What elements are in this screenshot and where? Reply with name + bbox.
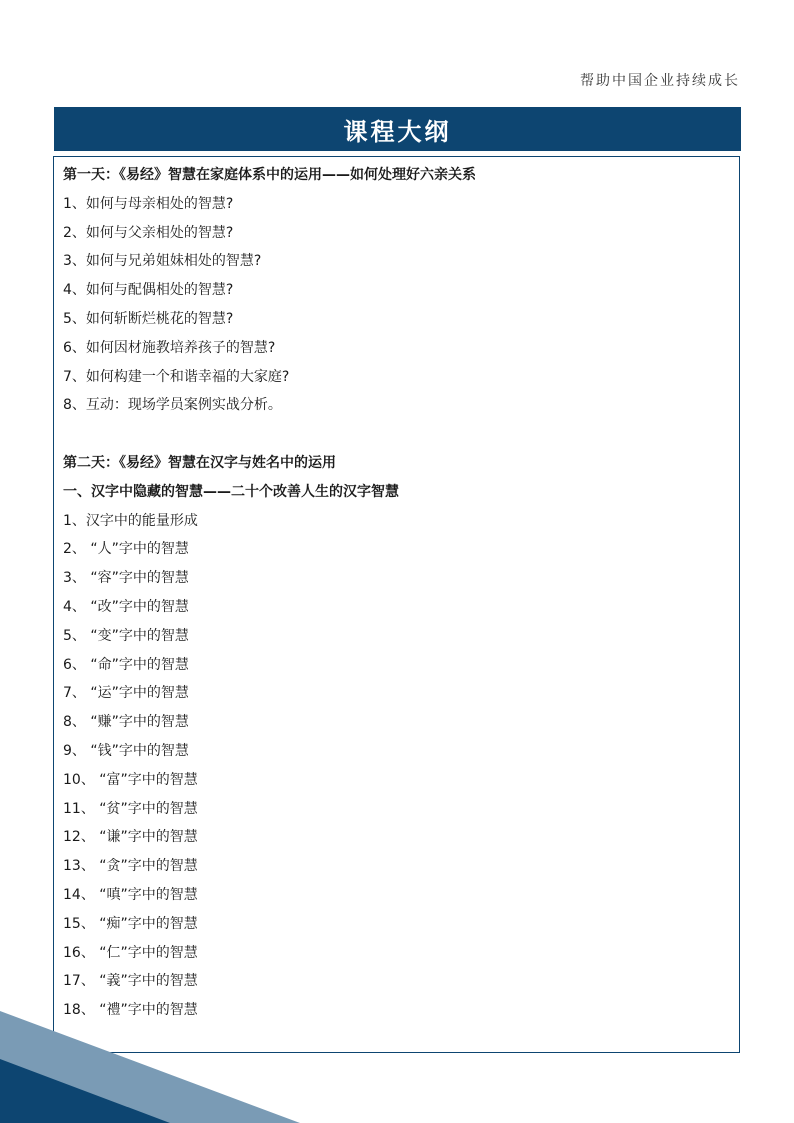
list-item: 2、 “人”字中的智慧 [63, 541, 189, 558]
header-tagline: 帮助中国企业持续成长 [580, 73, 740, 89]
day1-list [63, 190, 739, 420]
list-item: 3、 “容”字中的智慧 [63, 570, 189, 587]
day2-section-title: 一、汉字中隐藏的智慧——二十个改善人生的汉字智慧 [63, 483, 399, 500]
day2-list [63, 507, 739, 1025]
list-item: 3、如何与兄弟姐妹相处的智慧? [63, 253, 262, 270]
list-item: 6、如何因材施教培养孩子的智慧? [63, 339, 276, 356]
list-item: 18、 “禮”字中的智慧 [63, 1002, 198, 1019]
list-item: 9、 “钱”字中的智慧 [63, 742, 189, 759]
list-item: 14、 “嗔”字中的智慧 [63, 886, 198, 903]
list-item: 7、 “运”字中的智慧 [63, 685, 189, 702]
list-item: 6、 “命”字中的智慧 [63, 656, 189, 673]
course-outline-box [53, 156, 740, 1053]
list-item: 13、 “贪”字中的智慧 [63, 858, 198, 875]
list-item: 1、如何与母亲相处的智慧? [63, 195, 234, 212]
list-item: 4、 “改”字中的智慧 [63, 598, 189, 615]
list-item: 8、 “赚”字中的智慧 [63, 714, 189, 731]
title-banner [54, 107, 741, 151]
list-item: 15、 “痴”字中的智慧 [63, 915, 198, 932]
list-item: 10、 “富”字中的智慧 [63, 771, 198, 788]
list-item: 12、 “谦”字中的智慧 [63, 829, 198, 846]
list-item: 5、 “变”字中的智慧 [63, 627, 189, 644]
list-item: 5、如何斩断烂桃花的智慧? [63, 310, 234, 327]
list-item: 7、如何构建一个和谐幸福的大家庭? [63, 368, 290, 385]
page-title: 课程大纲 [343, 117, 452, 146]
section-spacer [63, 420, 739, 449]
list-item: 4、如何与配偶相处的智慧? [63, 282, 234, 299]
corner-decoration [0, 1011, 300, 1123]
list-item: 1、汉字中的能量形成 [63, 512, 198, 529]
list-item: 8、互动：现场学员案例实战分析。 [63, 397, 282, 414]
list-item: 16、 “仁”字中的智慧 [63, 944, 198, 961]
list-item: 2、如何与父亲相处的智慧? [63, 224, 234, 241]
list-item: 17、 “義”字中的智慧 [63, 973, 198, 990]
list-item: 11、 “贫”字中的智慧 [63, 800, 198, 817]
day1-heading: 第一天：《易经》智慧在家庭体系中的运用——如何处理好六亲关系 [63, 167, 476, 183]
day2-heading: 第二天：《易经》智慧在汉字与姓名中的运用 [63, 454, 336, 471]
